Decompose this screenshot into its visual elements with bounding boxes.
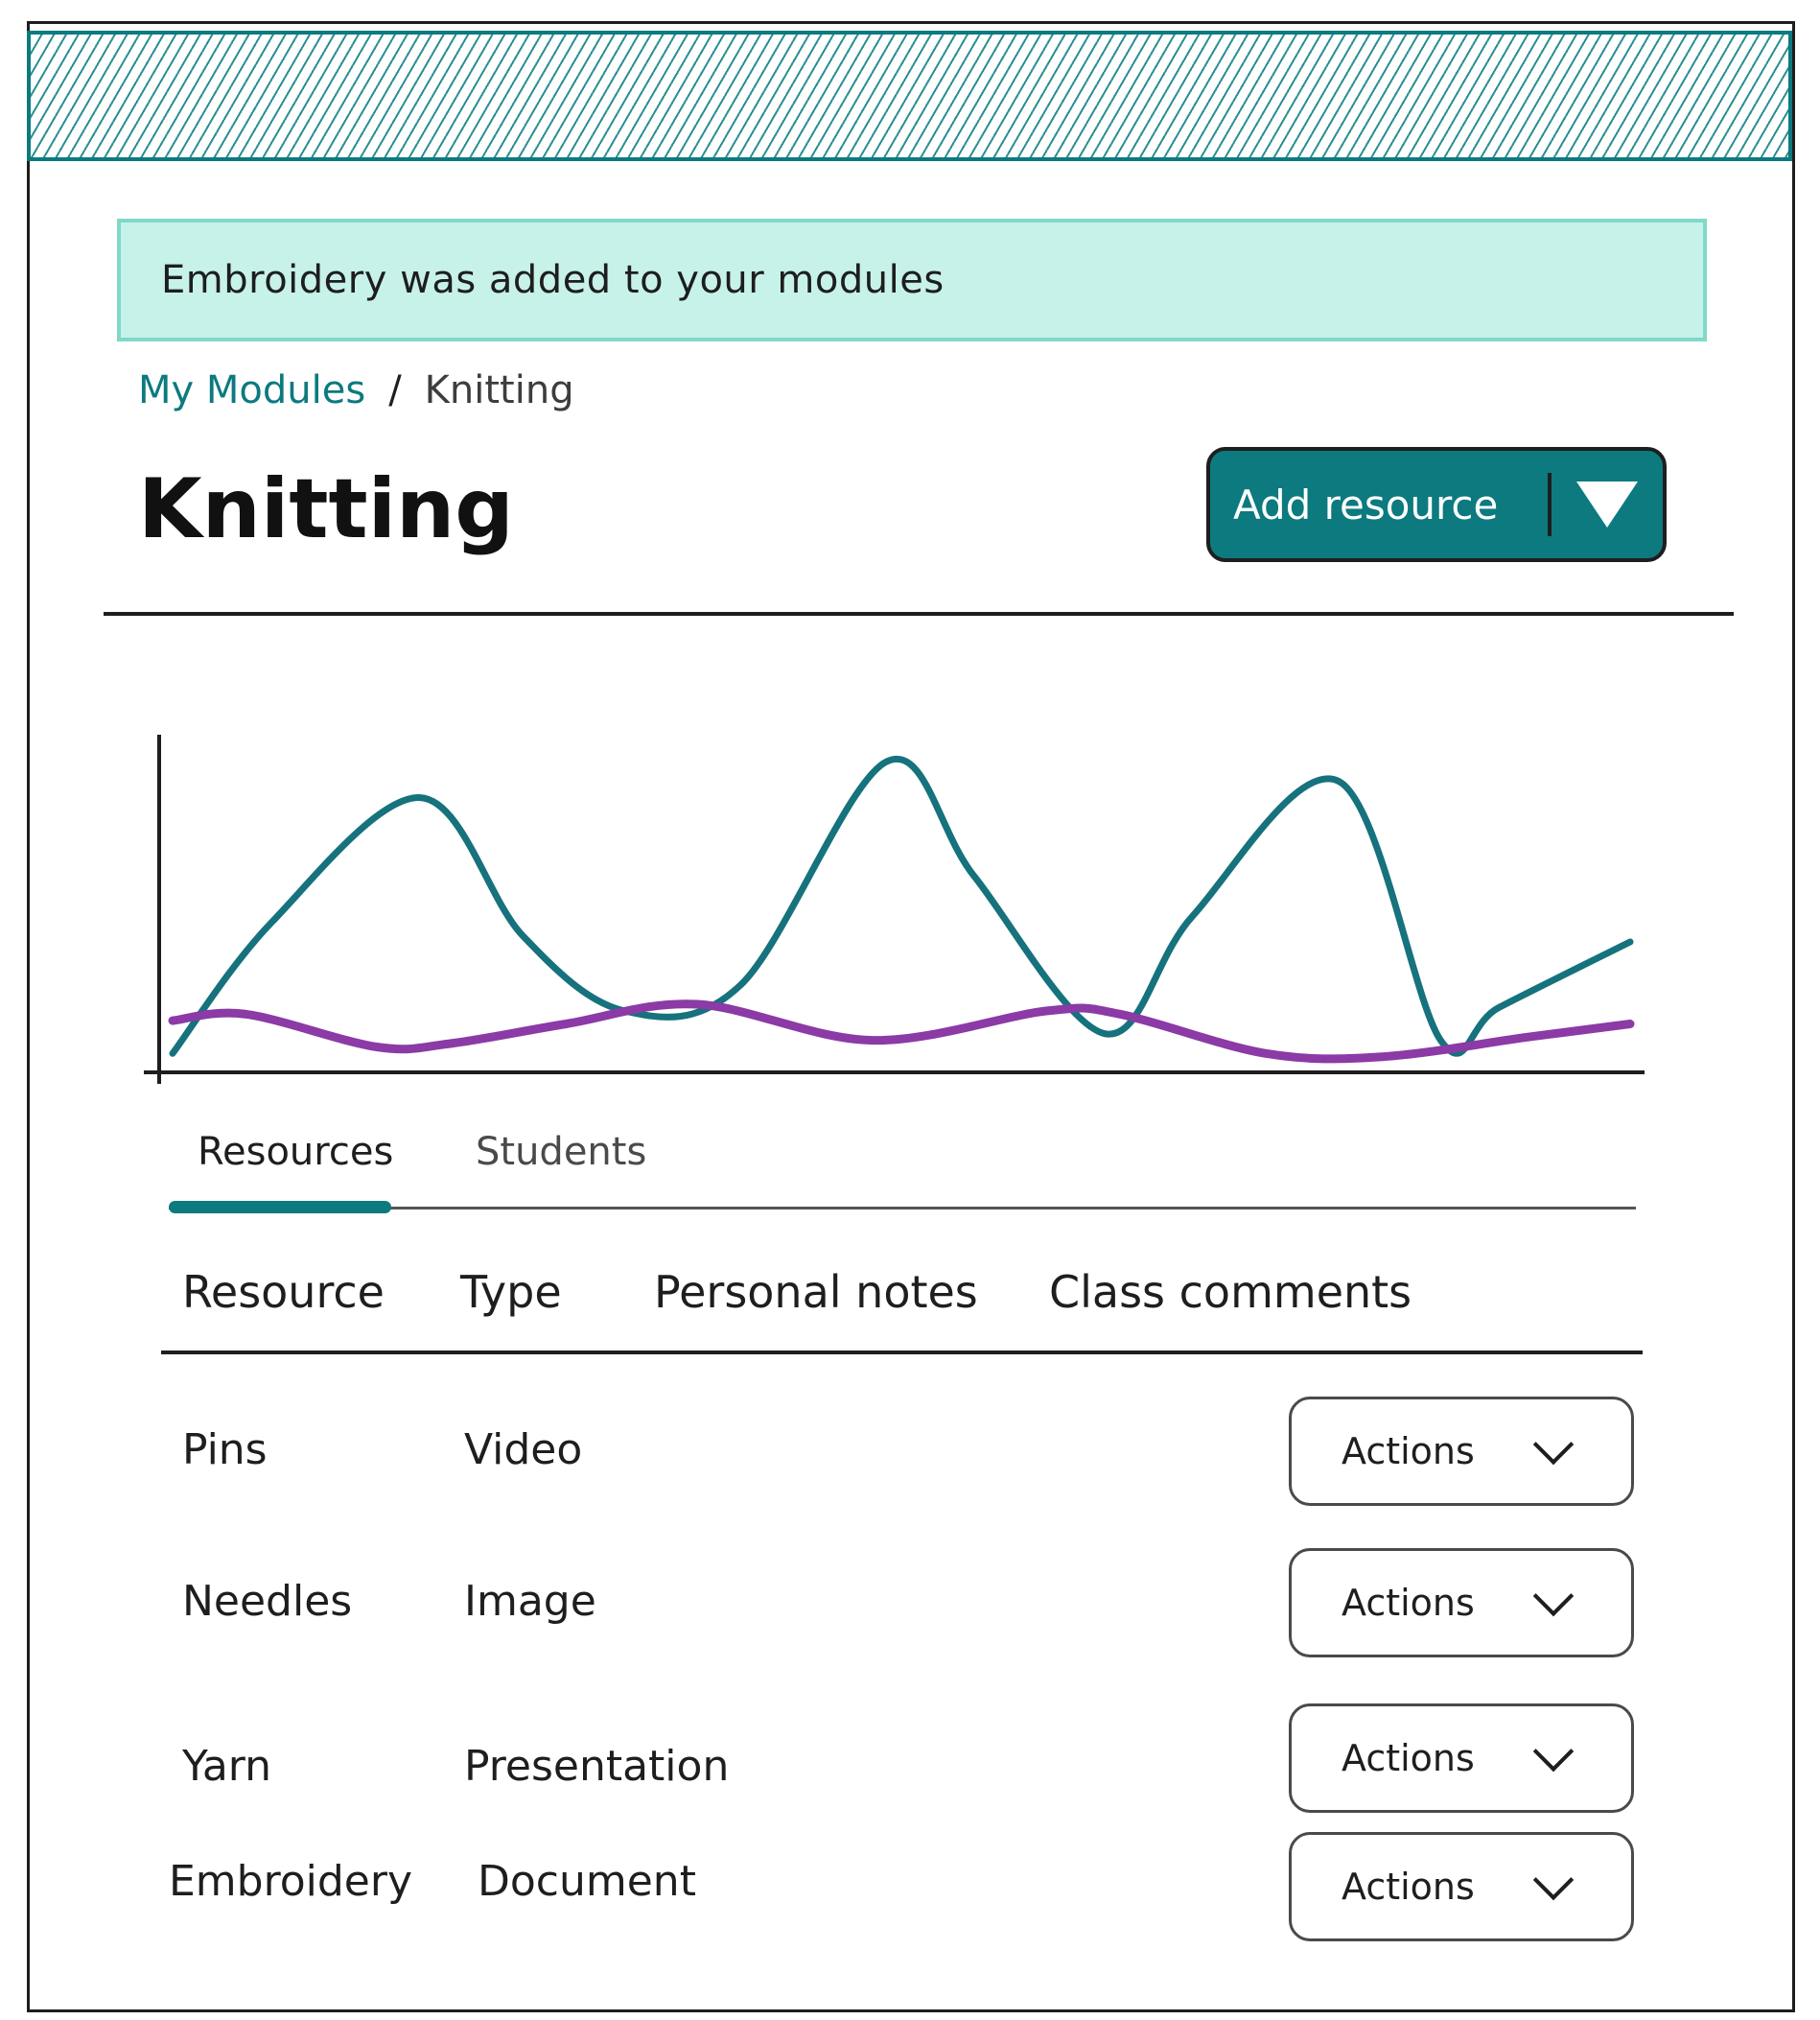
table-row <box>161 1548 1643 1663</box>
actions-label: Actions <box>1342 1866 1475 1908</box>
breadcrumb-current: Knitting <box>424 368 574 412</box>
add-resource-label: Add resource <box>1233 481 1499 528</box>
column-header-resource: Resource <box>182 1266 385 1318</box>
chevron-down-icon <box>1533 1424 1574 1465</box>
cell-resource: Pins <box>182 1425 268 1474</box>
breadcrumb <box>138 368 574 412</box>
breadcrumb-link-my-modules[interactable]: My Modules <box>138 368 366 412</box>
cell-resource: Needles <box>182 1577 353 1626</box>
cell-type: Video <box>464 1425 583 1474</box>
triangle-down-icon[interactable] <box>1576 482 1638 528</box>
column-header-class-comments: Class comments <box>1049 1266 1412 1318</box>
chevron-down-icon <box>1533 1860 1574 1900</box>
button-divider <box>1548 473 1552 536</box>
tab-bar <box>169 1122 1636 1218</box>
alert-message: Embroidery was added to your modules <box>161 258 945 302</box>
series-line-2 <box>173 1004 1630 1059</box>
table-header <box>161 1262 1643 1354</box>
chevron-down-icon <box>1533 1576 1574 1616</box>
table-row <box>161 1832 1643 1947</box>
line-chart <box>134 719 1649 1093</box>
actions-button[interactable] <box>1289 1832 1634 1941</box>
actions-label: Actions <box>1342 1737 1475 1779</box>
cell-type: Image <box>464 1577 596 1626</box>
breadcrumb-separator: / <box>388 368 402 412</box>
table-row <box>161 1397 1643 1512</box>
table-row <box>161 1703 1643 1819</box>
cell-type: Document <box>478 1857 696 1906</box>
header-divider <box>161 1351 1643 1354</box>
header-bar <box>27 31 1792 161</box>
series-layer <box>173 759 1630 1059</box>
actions-button[interactable] <box>1289 1397 1634 1506</box>
actions-label: Actions <box>1342 1430 1475 1472</box>
success-alert <box>117 219 1707 341</box>
column-header-type: Type <box>460 1266 562 1318</box>
actions-label: Actions <box>1342 1582 1475 1624</box>
actions-button[interactable] <box>1289 1548 1634 1657</box>
actions-button[interactable] <box>1289 1703 1634 1813</box>
cell-resource: Yarn <box>182 1742 271 1791</box>
series-line-1 <box>173 759 1630 1053</box>
active-tab-indicator <box>169 1201 391 1213</box>
title-divider <box>104 612 1734 616</box>
tab-students[interactable]: Students <box>476 1130 647 1174</box>
chevron-down-icon <box>1533 1731 1574 1772</box>
cell-type: Presentation <box>464 1742 730 1791</box>
add-resource-button[interactable] <box>1206 447 1667 562</box>
cell-resource: Embroidery <box>169 1857 412 1906</box>
tab-resources[interactable]: Resources <box>198 1130 394 1174</box>
page-title: Knitting <box>138 461 514 557</box>
column-header-personal-notes: Personal notes <box>654 1266 978 1318</box>
